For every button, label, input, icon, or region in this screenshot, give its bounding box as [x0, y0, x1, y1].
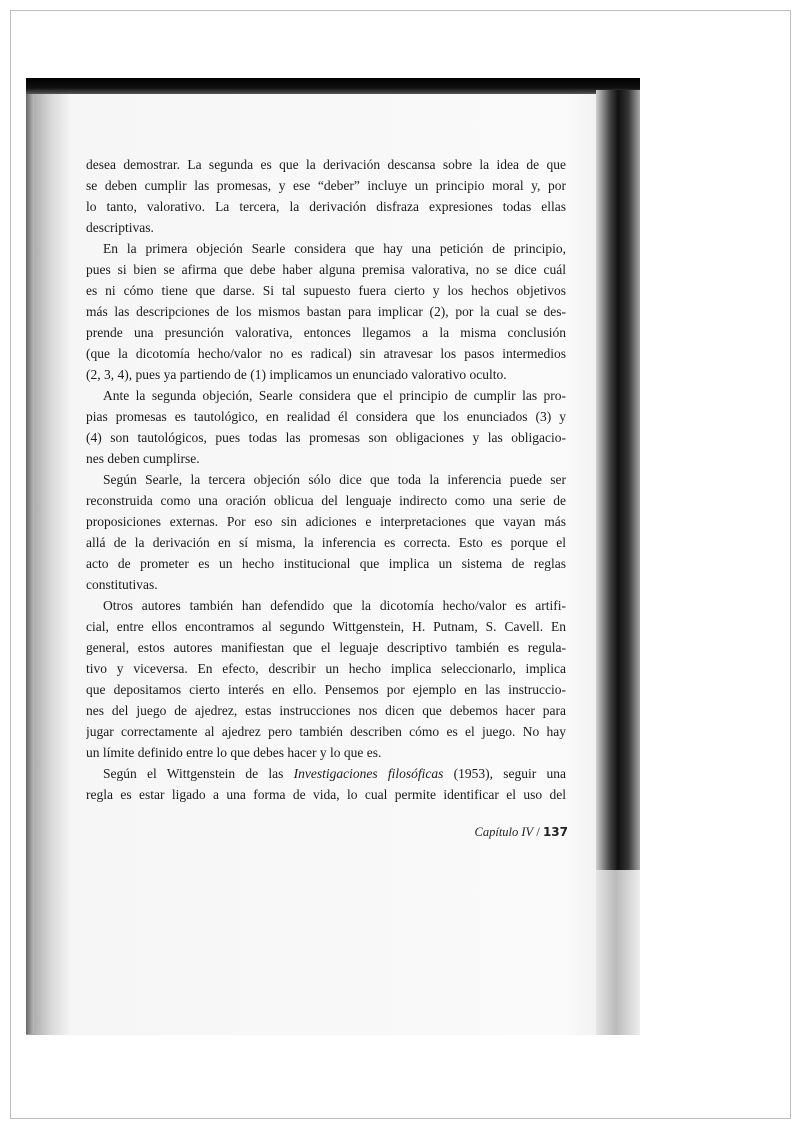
- text-line: se deben cumplir las promesas, y ese “deber” incluye un principio moral y, por: [86, 178, 566, 193]
- text-line: un límite definido entre lo que debes hacer y lo que es.: [86, 745, 382, 760]
- text-segment: Según el Wittgenstein de las: [103, 766, 294, 781]
- text-line: nes del juego de ajedrez, estas instrucciones nos dicen que debemos hacer para: [86, 703, 566, 718]
- text-line: (2, 3, 4), pues ya partiendo de (1) implicamos un enunciado valorativo oculto.: [86, 367, 507, 382]
- text-line: jugar correctamente al ajedrez pero también describen cómo es el juego. No hay: [86, 724, 566, 739]
- text-line: En la primera objeción Searle considera que hay una petición de principio,: [103, 241, 566, 256]
- page-number: 137: [542, 825, 568, 839]
- text-line: cial, entre ellos encontramos al segundo Wittgenstein, H. Putnam, S. Cavell. En: [86, 619, 566, 634]
- book-title: Investigaciones filosóficas: [293, 766, 444, 781]
- text-line: que depositamos cierto interés en ello. Pensemos por ejemplo en las instruccio-: [86, 682, 566, 697]
- scan-right-edge: [596, 90, 640, 870]
- text-line: tivo y viceversa. En efecto, describir un hecho implica seleccionarlo, implica: [86, 661, 566, 676]
- text-line: descriptivas.: [86, 220, 154, 235]
- scan-right-edge-lower: [596, 870, 640, 1035]
- text-line: general, estos autores manifiestan que el leguaje descriptivo también es regula-: [86, 640, 566, 655]
- text-line: Otros autores también han defendido que la dicotomía hecho/valor es artifi-: [103, 598, 566, 613]
- text-line: pias promesas es tautológico, en realidad él considera que los enunciados (3) y: [86, 409, 566, 424]
- text-line: regla es estar ligado a una forma de vida, lo cual permite identificar el uso del: [86, 787, 566, 802]
- page-footer: [475, 824, 568, 840]
- text-line: (4) son tautológicos, pues todas las promesas son obligaciones y las obligacio-: [86, 430, 566, 445]
- text-line: más las descripciones de los mismos bastan para implicar (2), por la cual se des-: [86, 304, 566, 319]
- text-line: es ni cómo tiene que darse. Si tal supuesto fuera cierto y los hechos objetivos: [86, 283, 566, 298]
- text-line: pues si bien se afirma que debe haber alguna premisa valorativa, no se dice cuál: [86, 262, 566, 277]
- binding-shadow-left: [26, 94, 34, 1034]
- chapter-label: Capítulo IV: [474, 825, 534, 839]
- text-line: (que la dicotomía hecho/valor no es radical) sin atravesar los pasos intermedios: [86, 346, 566, 361]
- body-text: [86, 154, 566, 805]
- text-line: constitutivas.: [86, 577, 158, 592]
- text-line: Según Searle, la tercera objeción sólo dice que toda la inferencia puede ser: [103, 472, 566, 487]
- text-line: prende una presunción valorativa, entonces llegamos a la misma conclusión: [86, 325, 566, 340]
- text-segment: (1953), seguir una: [443, 766, 566, 781]
- text-line: reconstruida como una oración oblicua del lenguaje indirecto como una serie de: [86, 493, 566, 508]
- scan-top-edge: [26, 78, 640, 94]
- text-line: proposiciones externas. Por eso sin adiciones e interpretaciones que vayan más: [86, 514, 566, 529]
- text-line: allá de la derivación en sí misma, la inferencia es correcta. Esto es porque el: [86, 535, 566, 550]
- text-line: lo tanto, valorativo. La tercera, la derivación disfraza expresiones todas ellas: [86, 199, 566, 214]
- text-line: [86, 763, 566, 784]
- text-line: desea demostrar. La segunda es que la derivación descansa sobre la idea de que: [86, 157, 566, 172]
- text-line: nes deben cumplirse.: [86, 451, 200, 466]
- text-line: acto de prometer es un hecho institucional que implica un sistema de reglas: [86, 556, 566, 571]
- text-line: Ante la segunda objeción, Searle considera que el principio de cumplir las pro-: [103, 388, 566, 403]
- footer-separator: /: [533, 825, 543, 839]
